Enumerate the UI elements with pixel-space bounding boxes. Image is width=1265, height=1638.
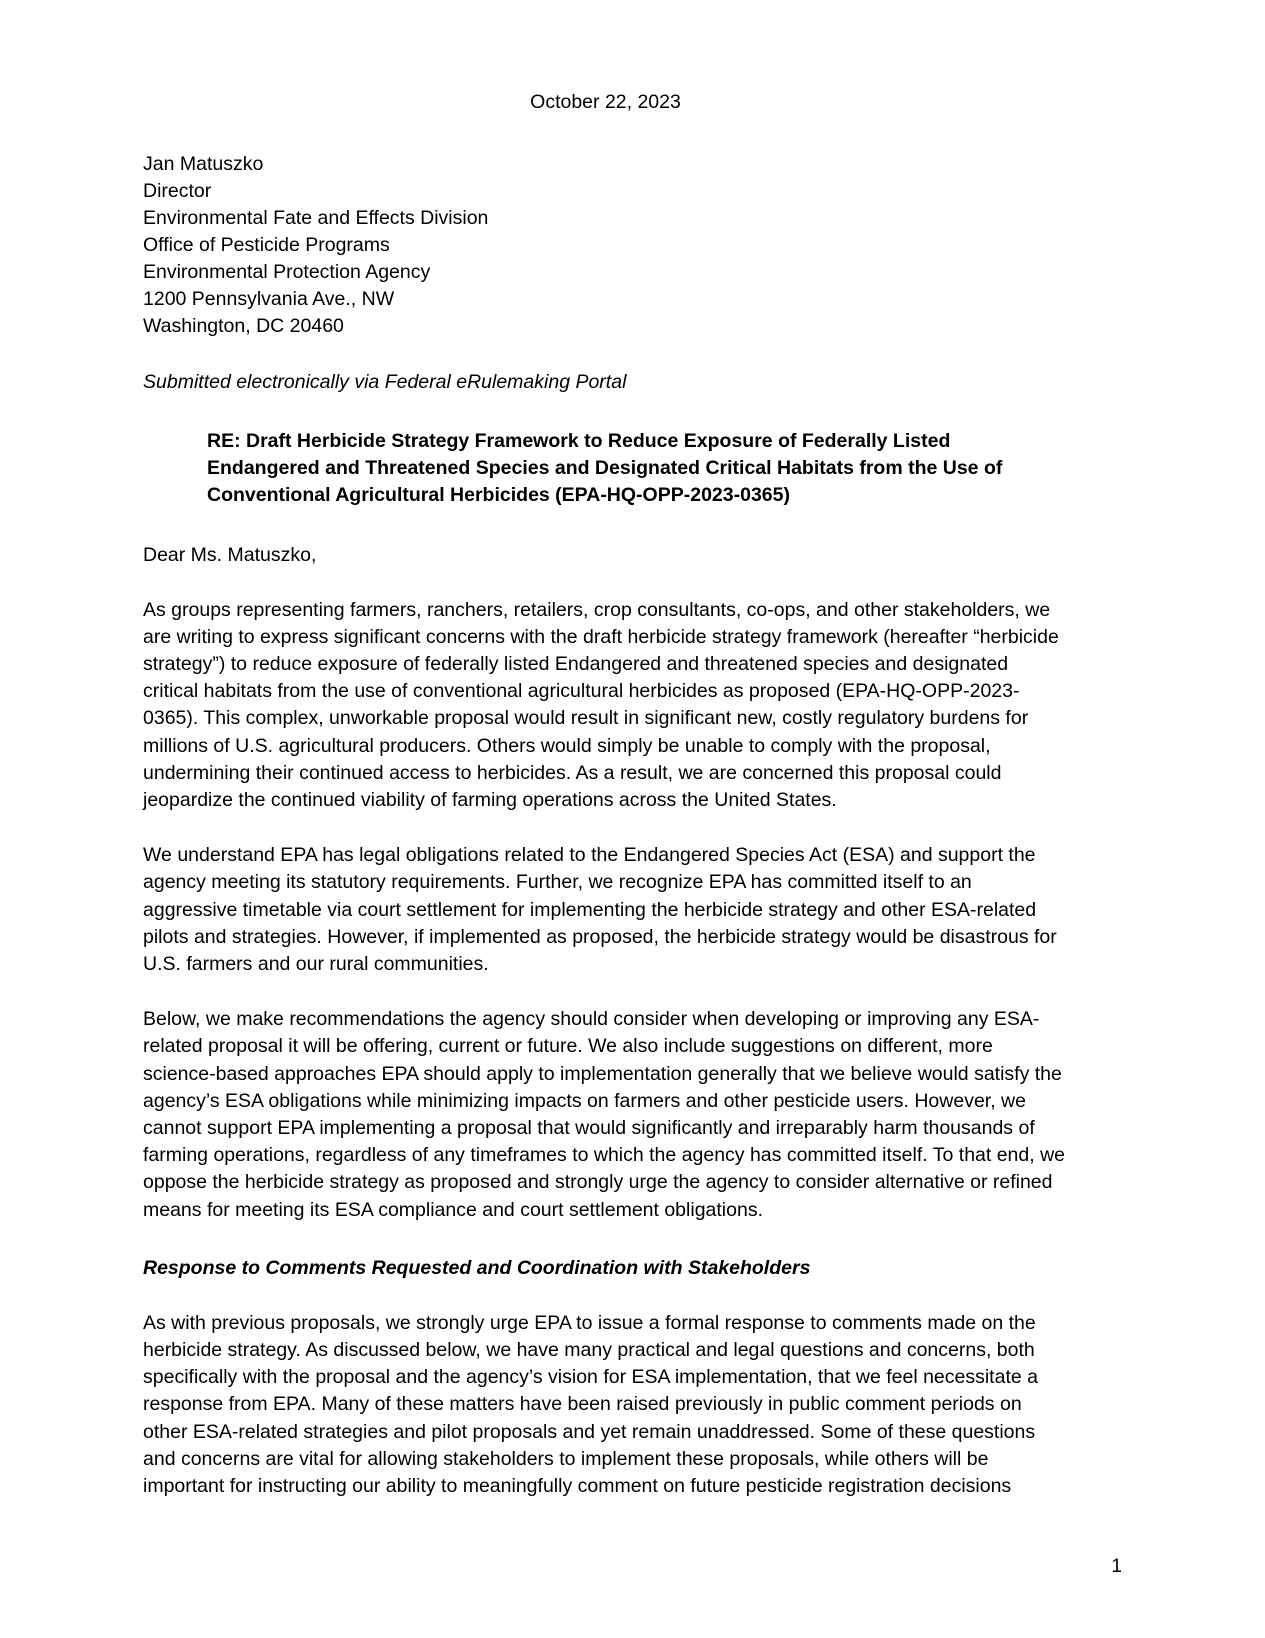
body-paragraph-3: Below, we make recommendations the agency should consider when developing or improving any ESA-related proposal it will be offering, current or future. We also include suggestions on different, more science-based approaches EPA should apply to implementation generally that we believe would satisfy the agency’s ESA obligations while minimizing impacts on farmers and other pesticide users. However, we cannot support EPA implementing a proposal that would significantly and irreparably harm thousands of farming operations, regardless of any timeframes to which the agency has committed itself. To that end, we oppose the herbicide strategy as proposed and strongly urge the agency to consider alternative or refined means for meeting its ESA compliance and court settlement obligations. — [143, 1008, 1066, 1221]
recipient-street: 1200 Pennsylvania Ave., NW — [143, 287, 395, 310]
page-number: 1 — [1111, 1556, 1122, 1577]
recipient-city-state-zip: Washington, DC 20460 — [143, 314, 344, 337]
recipient-division: Environmental Fate and Effects Division — [143, 206, 489, 229]
body-paragraph-2: We understand EPA has legal obligations related to the Endangered Species Act (ESA) and support the agency meeting its statutory requirements. Further, we recognize EPA has committed itself to an aggressive timetable via court settlement for implementing the herbicide strategy and other ESA-related pilots and strategies. However, if implemented as proposed, the herbicide strategy would be disastrous for U.S. farmers and our rural communities. — [143, 844, 1057, 975]
recipient-agency: Environmental Protection Agency — [143, 260, 431, 283]
section-paragraph-1: As with previous proposals, we strongly urge EPA to issue a formal response to comments made on the herbicide strategy. As discussed below, we have many practical and legal questions and concerns, both specifically with the proposal and the agency’s vision for ESA implementation, that we feel necessitate a response from EPA. Many of these matters have been raised previously in public comment periods on other ESA-related strategies and pilot proposals and yet remain unaddressed. Some of these questions and concerns are vital for allowing stakeholders to implement these proposals, while others will be important for instructing our ability to meaningfully comment on future pesticide registration decisions — [143, 1311, 1038, 1497]
recipient-title: Director — [143, 179, 212, 202]
section-heading-response-to-comments: Response to Comments Requested and Coordination with Stakeholders — [143, 1256, 811, 1279]
date-line: October 22, 2023 — [530, 91, 681, 113]
recipient-name: Jan Matuszko — [143, 152, 264, 175]
recipient-address-block — [143, 151, 1068, 340]
salutation: Dear Ms. Matuszko, — [143, 543, 317, 566]
recipient-office: Office of Pesticide Programs — [143, 233, 390, 256]
body-paragraph-1: As groups representing farmers, ranchers, retailers, crop consultants, co-ops, and other stakeholders, we are writing to express significant concerns with the draft herbicide strategy framework (hereafter “herbicide strategy”) to reduce exposure of federally listed Endangered and threatened species and designated critical habitats from the use of conventional agricultural herbicides as proposed (EPA-HQ-OPP-2023-0365). This complex, unworkable proposal would result in significant new, costly regulatory burdens for millions of U.S. agricultural producers. Others would simply be unable to comply with the proposal, undermining their continued access to herbicides. As a result, we are concerned this proposal could jeopardize the continued viability of farming operations across the United States. — [143, 598, 1059, 811]
letter-content — [143, 0, 1068, 1500]
submission-note: Submitted electronically via Federal eRulemaking Portal — [143, 370, 627, 393]
subject-line: RE: Draft Herbicide Strategy Framework to Reduce Exposure of Federally Listed Endangered and Threatened Species and Designated Critical Habitats from the Use of Conventional Agricultural Herbicides (EPA-HQ-OPP-2023-0365) — [207, 429, 1003, 506]
